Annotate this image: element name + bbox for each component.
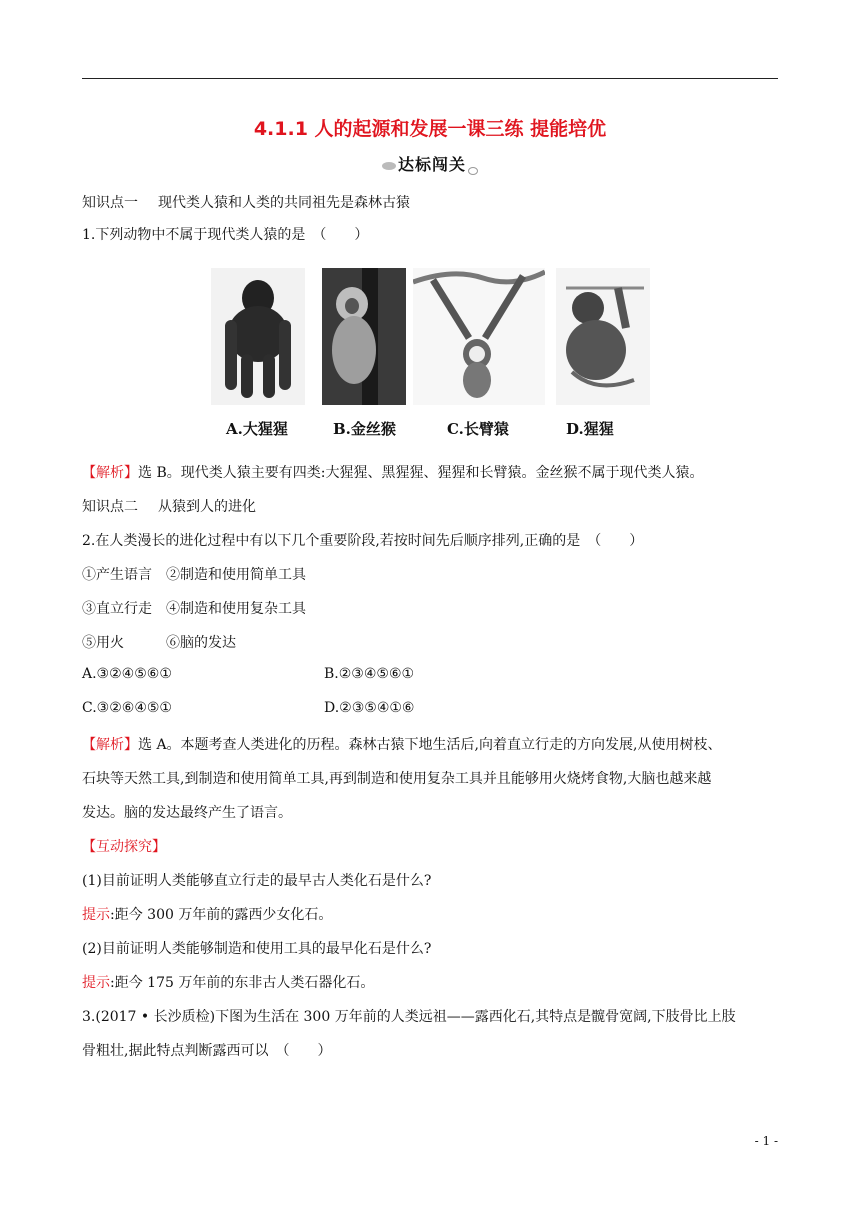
option-c: C.③②⑥④⑤① [82,700,172,716]
question-2-analysis [82,734,721,754]
analysis-text: 发达。脑的发达最终产生了语言。 [82,805,292,821]
explore-question-1: (1)目前证明人类能够直立行走的最早古人类化石是什么? [82,873,432,889]
question-1-analysis [82,462,703,482]
kp-text: 从猿到人的进化 [158,499,256,515]
question-3-stem-cont: 骨粗壮,据此特点判断露西可以 （ ） [82,1043,332,1059]
orangutan-image [556,268,650,405]
option-d: D.②③⑤④①⑥ [324,700,415,716]
question-3-stem: 3.(2017 • 长沙质检)下图为生活在 300 万年前的人类远祖——露西化石,其特点是髋骨宽阔,下肢骨比上肢 [82,1009,736,1025]
analysis-text: 选 B。现代类人猿主要有四类:大猩猩、黑猩猩、猩猩和长臂猿。金丝猴不属于现代类人猿。 [138,465,704,481]
question-2-stem: 2.在人类漫长的进化过程中有以下几个重要阶段,若按时间先后顺序排列,正确的是 （ ） [82,533,644,549]
question-1-stem: 1.下列动物中不属于现代类人猿的是 （ ） [82,227,369,243]
hint-text: :距今 175 万年前的东非古人类石器化石。 [110,975,375,991]
explore-answer-2 [82,972,374,992]
hint-text: :距今 300 万年前的露西少女化石。 [110,907,333,923]
ornament-icon [468,167,478,175]
hint-label: 提示 [82,975,110,991]
leaf-icon [382,162,396,170]
kp-label: 知识点一 [82,195,138,211]
page-title: 4.1.1 人的起源和发展一课三练 提能培优 [253,118,607,140]
banner-text: 达标闯关 [398,155,467,174]
analysis-tag: 【解析】 [82,737,138,753]
section-banner [382,152,478,175]
golden-monkey-image [322,268,406,405]
analysis-text: 石块等天然工具,到制造和使用简单工具,再到制造和使用复杂工具并且能够用火烧烤食物,大脑也越来越 [82,771,712,787]
explore-tag: 【互动探究】 [82,839,166,855]
option-b: B.②③④⑤⑥① [324,666,415,682]
gibbon-image [413,268,545,405]
hint-label: 提示 [82,907,110,923]
question-2-item: ⑤用火 ⑥脑的发达 [82,635,236,651]
option-a: A.③②④⑤⑥① [82,666,172,682]
analysis-tag: 【解析】 [82,465,138,481]
header-rule [82,78,778,79]
image-caption: B.金丝猴 [333,420,396,438]
image-caption: C.长臂猿 [447,420,509,438]
page-number: - 1 - [754,1134,778,1148]
image-caption: D.猩猩 [566,420,614,438]
knowledge-point-1 [82,192,410,212]
explore-answer-1 [82,904,332,924]
question-2-item: ①产生语言 ②制造和使用简单工具 [82,567,306,583]
explore-question-2: (2)目前证明人类能够制造和使用工具的最早化石是什么? [82,941,432,957]
kp-label: 知识点二 [82,499,138,515]
analysis-text: 选 A。本题考查人类进化的历程。森林古猿下地生活后,向着直立行走的方向发展,从使用树枝、 [138,737,722,753]
gorilla-image [211,268,305,405]
image-caption: A.大猩猩 [226,420,288,438]
kp-text: 现代类人猿和人类的共同祖先是森林古猿 [158,195,410,211]
question-2-item: ③直立行走 ④制造和使用复杂工具 [82,601,306,617]
knowledge-point-2 [82,496,256,516]
